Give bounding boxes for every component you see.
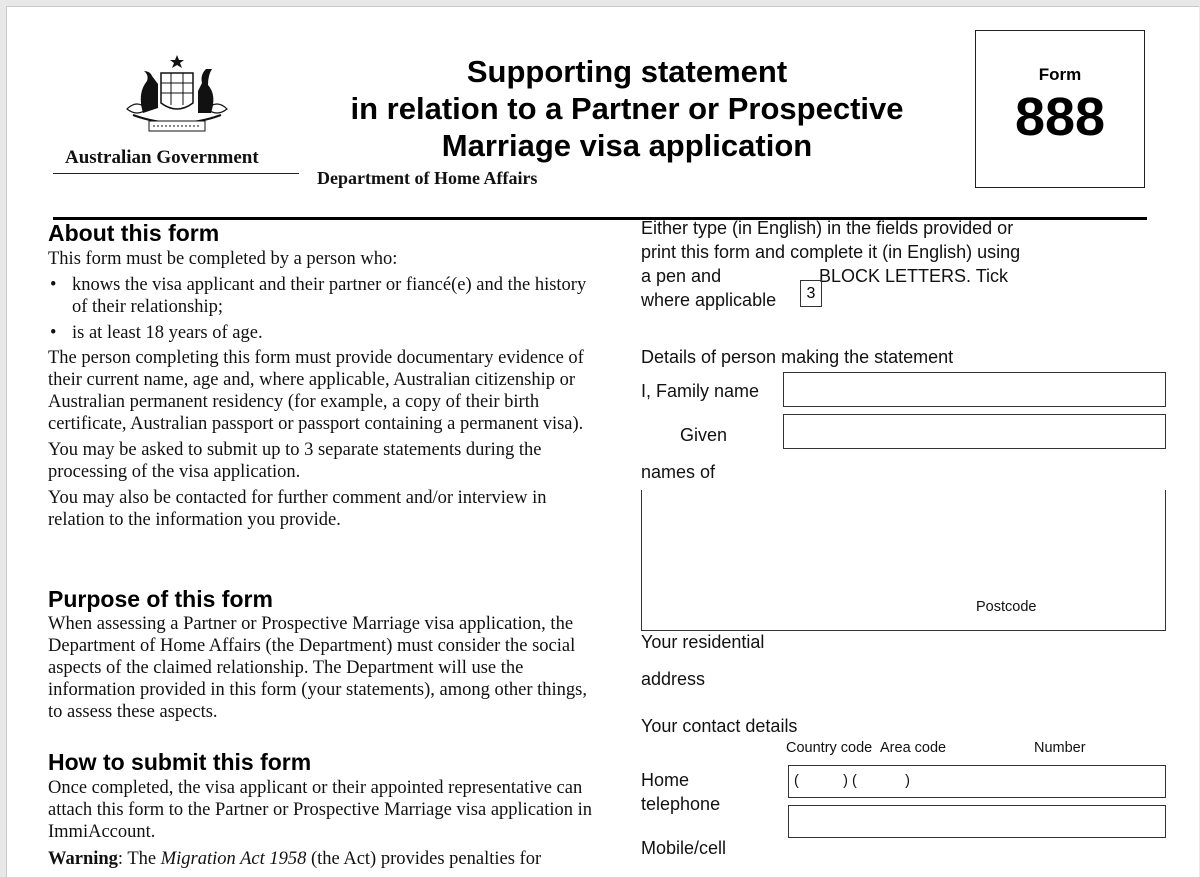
about-paragraph: You may be asked to submit up to 3 separate statements during the processing of the visa application. — [48, 440, 542, 482]
home-telephone-input[interactable] — [788, 765, 1166, 798]
about-section — [48, 248, 604, 531]
purpose-text: When assessing a Partner or Prospective Marriage visa application, the Department of Home Affairs (the Department) must consider the social aspects of the claimed relationship. The Department will use the information provided in this form (your statements), among other things, to assess these aspects. — [48, 614, 587, 722]
home-telephone-label: Home — [641, 770, 690, 790]
given-names-input[interactable] — [783, 414, 1166, 449]
form-label: Form — [1038, 65, 1082, 84]
page-title — [307, 53, 947, 164]
number-label: Number — [1034, 740, 1086, 756]
area-code-label: Area code — [880, 740, 947, 756]
phone-template: ( ) ( ) — [794, 773, 910, 789]
title-line: Supporting statement — [466, 54, 788, 89]
country-code-label: Country code — [786, 740, 873, 756]
warning-pre: : The — [117, 849, 161, 869]
form-number-box — [975, 30, 1145, 188]
title-line: Marriage visa application — [441, 128, 813, 163]
residential-label: address — [641, 669, 706, 689]
form-page — [6, 6, 1199, 877]
tick-example-box: 3 — [800, 280, 822, 307]
about-heading: About this form — [48, 220, 220, 246]
names-of-label: names of — [641, 462, 716, 482]
family-name-input[interactable] — [783, 372, 1166, 407]
submit-heading: How to submit this form — [48, 749, 312, 775]
form-number: 888 — [1014, 87, 1106, 147]
submit-text: Once completed, the visa applicant or their appointed representative can attach this form to the Partner or Prospective Marriage visa application in ImmiAccount. — [48, 778, 593, 842]
contact-heading: Your contact details — [641, 716, 798, 736]
act-name: Migration Act 1958 — [160, 849, 307, 869]
about-paragraph: You may also be contacted for further comment and/or interview in relation to the information you provide. — [48, 488, 547, 530]
divider — [53, 173, 299, 174]
residential-address-input[interactable] — [641, 490, 1166, 631]
purpose-heading: Purpose of this form — [48, 586, 273, 612]
instruction-line: Either type (in English) in the fields provided or — [641, 218, 1014, 238]
instruction-line: where applicable — [641, 290, 777, 310]
government-name: Australian Government — [65, 147, 259, 168]
about-intro: This form must be completed by a person who: — [48, 249, 398, 269]
residential-label: Your residential — [641, 632, 765, 652]
about-bullet: • knows the visa applicant and their partner or fiancé(e) and the history of their relationship; — [48, 274, 604, 318]
warning-label: Warning — [48, 849, 118, 869]
instruction-line: print this form and complete it (in English) using — [641, 242, 1021, 262]
home-telephone-label: telephone — [641, 794, 721, 814]
family-name-label: I, Family name — [641, 381, 760, 401]
given-names-label: Given — [680, 425, 728, 445]
mobile-input[interactable] — [788, 805, 1166, 838]
details-heading: Details of person making the statement — [641, 347, 954, 367]
about-bullet: • is at least 18 years of age. — [48, 322, 604, 344]
warning-text — [48, 848, 604, 870]
about-paragraph: The person completing this form must provide documentary evidence of their current name, age and, where applicable, Australian citizenship or Australian permanent residency (for example, a copy of their birth certificate, Australian passport or passport containing a permanent visa). — [48, 348, 584, 434]
coat-of-arms-icon — [113, 51, 241, 141]
instruction-line: BLOCK LETTERS. Tick — [819, 266, 1009, 286]
department-name: Department of Home Affairs — [317, 168, 538, 188]
postcode-label: Postcode — [976, 599, 1037, 615]
mobile-label: Mobile/cell — [641, 838, 727, 858]
instructions — [641, 216, 1020, 264]
title-line: in relation to a Partner or Prospective — [350, 91, 904, 126]
warning-post: (the Act) provides penalties for — [306, 849, 542, 869]
instruction-line: a pen and — [641, 266, 722, 286]
